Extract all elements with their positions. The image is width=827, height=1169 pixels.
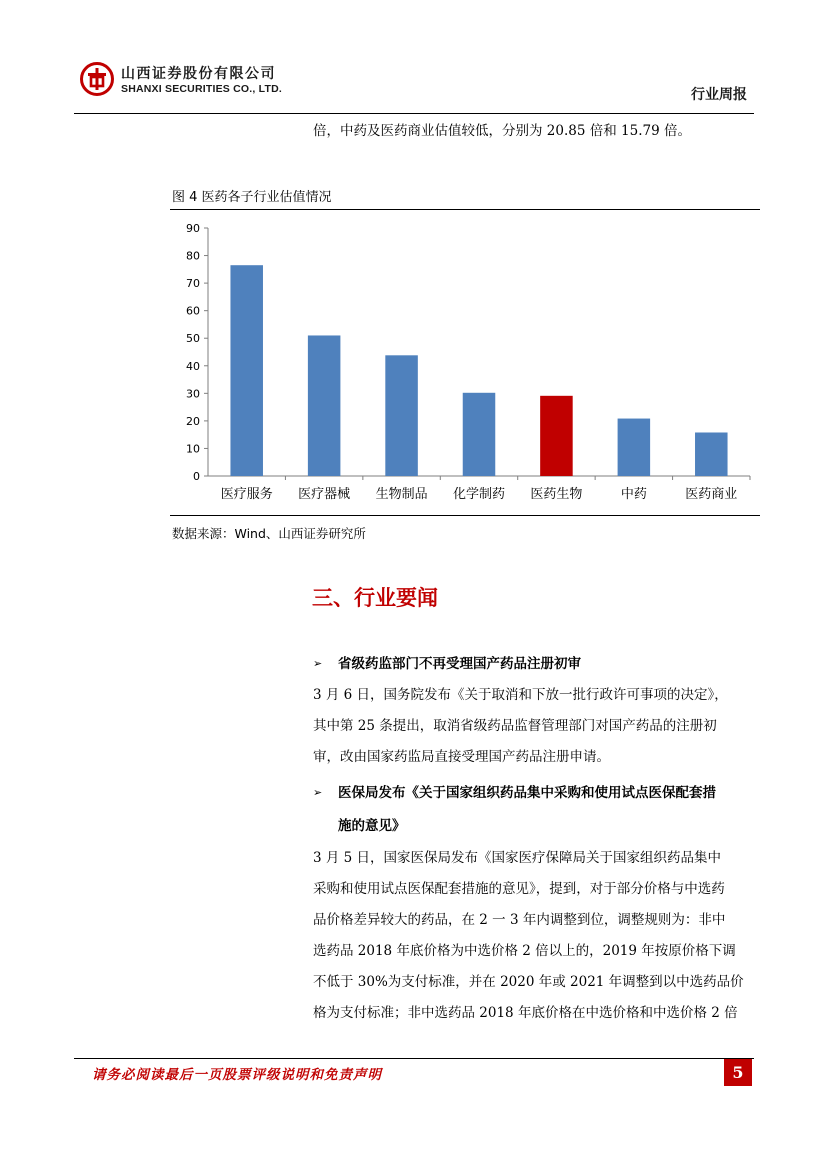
bar-5 [540,396,573,476]
y-tick-label: 60 [186,304,200,318]
figure-top-rule [170,209,760,210]
news-1-line-1: 3 月 6 日，国务院发布《关于取消和下放一批行政许可事项的决定》， [313,687,728,703]
x-tick-label: 医药商业 [685,487,738,502]
bar-6 [618,419,651,476]
arrow-bullet-icon: ➢ [313,786,323,799]
y-tick-label: 30 [186,387,200,401]
company-logo-icon [80,62,114,96]
disclaimer: 请务必阅读最后一页股票评级说明和免责声明 [92,1067,382,1083]
bar-7 [695,432,728,476]
y-tick-label: 90 [186,222,200,235]
intro-line: 倍，中药及医药商业估值较低，分别为 20.85 倍和 15.79 倍。 [313,123,691,139]
news-2-line-4: 选药品 2018 年底价格为中选价格 2 倍以上的，2019 年按原价格下调 [313,943,736,959]
news-1-body [313,680,753,773]
news-2-line-3: 品价格差异较大的药品，在 2 一 3 年内调整到位，调整规则为：非中 [313,912,726,928]
x-tick-label: 医药生物 [530,487,583,502]
news-2-heading-line-1: 医保局发布《关于国家组织药品集中采购和使用试点医保配套措 [338,785,716,801]
y-tick-label: 0 [193,470,200,483]
company-name-cn: 山西证券股份有限公司 [121,66,276,82]
figure-bottom-rule [170,515,760,516]
news-2-body [313,843,753,1029]
y-tick-label: 70 [186,277,200,291]
y-tick-label: 20 [186,414,200,428]
news-2-line-1: 3 月 5 日，国家医保局发布《国家医疗保障局关于国家组织药品集中 [313,850,722,866]
report-type: 行业周报 [691,87,747,103]
page-number: 5 [724,1059,752,1086]
x-tick-label: 医疗服务 [220,487,273,502]
y-tick-label: 80 [186,249,200,263]
x-tick-label: 生物制品 [375,487,428,502]
news-2-line-6: 格为支付标准；非中选药品 2018 年底价格在中选价格和中选价格 2 倍 [313,1005,738,1021]
bar-2 [308,335,341,476]
news-2-line-5: 不低于 30%为支付标准，并在 2020 年或 2021 年调整到以中选药品价 [313,974,744,990]
news-1-heading: 省级药监部门不再受理国产药品注册初审 [338,656,581,672]
figure-caption: 图 4 医药各子行业估值情况 [172,190,332,205]
news-2-line-2: 采购和使用试点医保配套措施的意见》，提到，对于部分价格与中选药 [313,881,725,897]
news-1-line-3: 审，改由国家药监局直接受理国产药品注册申请。 [313,749,610,765]
company-name-en: SHANXI SECURITIES CO., LTD. [121,83,282,95]
valuation-bar-chart [170,218,760,510]
bar-1 [230,265,263,476]
news-1-line-2: 其中第 25 条提出，取消省级药品监督管理部门对国产药品的注册初 [313,718,717,734]
bar-4 [463,393,496,476]
x-tick-label: 化学制药 [452,487,506,502]
arrow-bullet-icon: ➢ [313,657,323,670]
x-tick-label: 医疗器械 [298,487,351,502]
header-divider [74,113,754,114]
y-tick-label: 50 [186,332,200,346]
section-title: 三、行业要闻 [312,586,438,610]
x-tick-label: 中药 [620,487,647,502]
y-tick-label: 40 [186,359,200,373]
news-2-heading-line-2: 施的意见》 [338,818,406,834]
y-tick-label: 10 [186,442,200,456]
bar-3 [385,355,418,476]
figure-source: 数据来源：Wind、山西证券研究所 [172,526,366,541]
footer-divider [74,1058,754,1059]
